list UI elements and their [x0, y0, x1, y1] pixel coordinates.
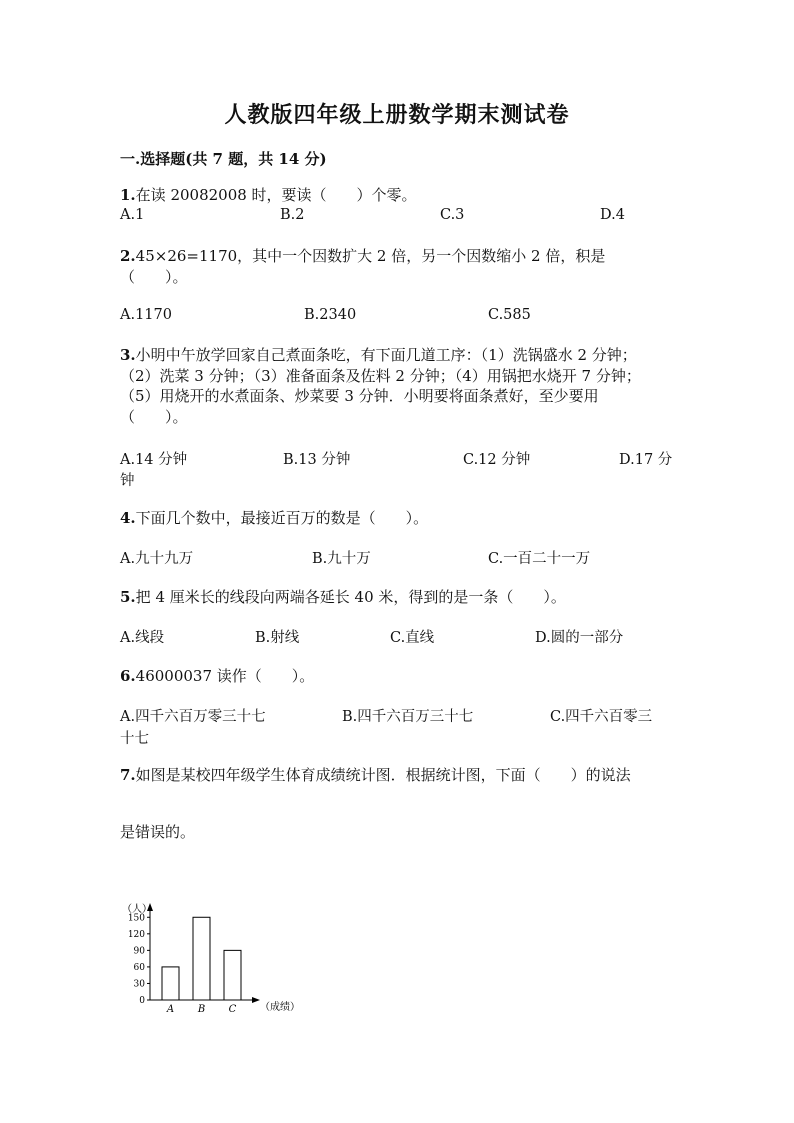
question-4	[120, 508, 680, 529]
option-c[interactable]: C.一百二十一万	[488, 551, 591, 567]
option-a[interactable]: A.四千六百万零三十七	[120, 709, 266, 725]
option-c[interactable]: C.12 分钟	[463, 452, 531, 468]
x-tick-label: A	[166, 1004, 175, 1015]
option-b[interactable]: B.四千六百万三十七	[342, 709, 474, 725]
question-1-options	[120, 207, 680, 227]
x-axis-label: （成绩）	[260, 1002, 300, 1013]
question-1	[120, 185, 680, 206]
option-a[interactable]: A.14 分钟	[120, 452, 188, 468]
option-a[interactable]: A.1170	[120, 307, 172, 323]
question-text: 在读 20082008 时，要读（ ）个零。	[135, 186, 417, 204]
option-b[interactable]: B.九十万	[312, 551, 371, 567]
option-d[interactable]: D.4	[600, 207, 625, 223]
option-b[interactable]: B.射线	[255, 630, 300, 646]
option-b[interactable]: B.2340	[304, 307, 357, 323]
option-d[interactable]: D.17 分	[619, 452, 673, 468]
section-heading: 一.选择题(共 7 题，共 14 分)	[120, 150, 327, 168]
question-text: 把 4 厘米长的线段向两端各延长 40 米，得到的是一条（ ）。	[135, 588, 566, 606]
option-c-wrap: 十七	[120, 731, 149, 747]
question-number: 4.	[120, 509, 136, 527]
question-6-options	[120, 705, 680, 725]
option-b[interactable]: B.13 分钟	[283, 452, 351, 468]
y-tick-label: 90	[133, 946, 145, 957]
question-text-line-2: （2）洗菜 3 分钟；（3）准备面条及佐料 2 分钟；（4）用锅把水烧开 7 分钟；	[120, 366, 641, 385]
question-text-line-2: （ ）。	[120, 267, 188, 286]
x-tick-label: B	[197, 1004, 206, 1015]
question-number: 7.	[120, 766, 136, 784]
x-axis-arrow	[252, 997, 260, 1003]
bar-chart	[118, 895, 308, 1020]
bar-a	[162, 967, 179, 1000]
question-3-options	[120, 448, 680, 468]
question-text-line-1: 如图是某校四年级学生体育成绩统计图．根据统计图，下面（ ）的说法	[135, 766, 631, 784]
bar-c	[224, 950, 241, 1000]
question-text: 下面几个数中，最接近百万的数是（ ）。	[135, 509, 429, 527]
question-text: 46000037 读作（ ）。	[135, 667, 315, 685]
question-number: 5.	[120, 588, 136, 606]
option-c[interactable]: C.四千六百零三	[550, 709, 653, 725]
option-a[interactable]: A.1	[120, 207, 145, 223]
y-tick-label: 60	[133, 962, 145, 973]
question-2-options	[120, 307, 680, 327]
option-c[interactable]: C.直线	[390, 630, 435, 646]
question-4-options	[120, 547, 680, 567]
question-text-line-3: （5）用烧开的水煮面条、炒菜要 3 分钟．小明要将面条煮好，至少要用	[120, 387, 599, 405]
option-b[interactable]: B.2	[280, 207, 305, 223]
question-6	[120, 666, 680, 687]
question-7-line-2: 是错误的。	[120, 823, 196, 841]
option-d[interactable]: D.圆的一部分	[535, 630, 624, 646]
question-number: 1.	[120, 186, 136, 204]
y-axis-label: （人）	[122, 904, 152, 915]
bar-b	[193, 917, 210, 1000]
question-text-line-1: 45×26=1170，其中一个因数扩大 2 倍，另一个因数缩小 2 倍，积是	[135, 247, 606, 265]
question-number: 2.	[120, 247, 136, 265]
question-number: 6.	[120, 667, 136, 685]
question-5-options	[120, 626, 680, 646]
option-a[interactable]: A.线段	[120, 630, 165, 646]
question-text-line-4: （ ）。	[120, 407, 188, 426]
question-7	[120, 765, 680, 786]
question-2	[120, 246, 680, 287]
option-c[interactable]: C.3	[440, 207, 465, 223]
option-c[interactable]: C.585	[488, 307, 531, 323]
option-d-wrap: 钟	[120, 473, 135, 489]
question-number: 3.	[120, 346, 136, 364]
option-a[interactable]: A.九十九万	[120, 551, 194, 567]
question-3	[120, 345, 680, 427]
question-text-line-1: 小明中午放学回家自己煮面条吃，有下面几道工序：（1）洗锅盛水 2 分钟；	[135, 346, 637, 364]
y-tick-label: 30	[133, 979, 145, 990]
question-5	[120, 587, 680, 608]
y-tick-label: 120	[127, 929, 145, 940]
y-tick-label: 0	[139, 996, 145, 1006]
x-tick-label: C	[228, 1004, 237, 1015]
y-tick-label: 150	[127, 913, 145, 924]
page-title: 人教版四年级上册数学期末测试卷	[224, 102, 570, 128]
